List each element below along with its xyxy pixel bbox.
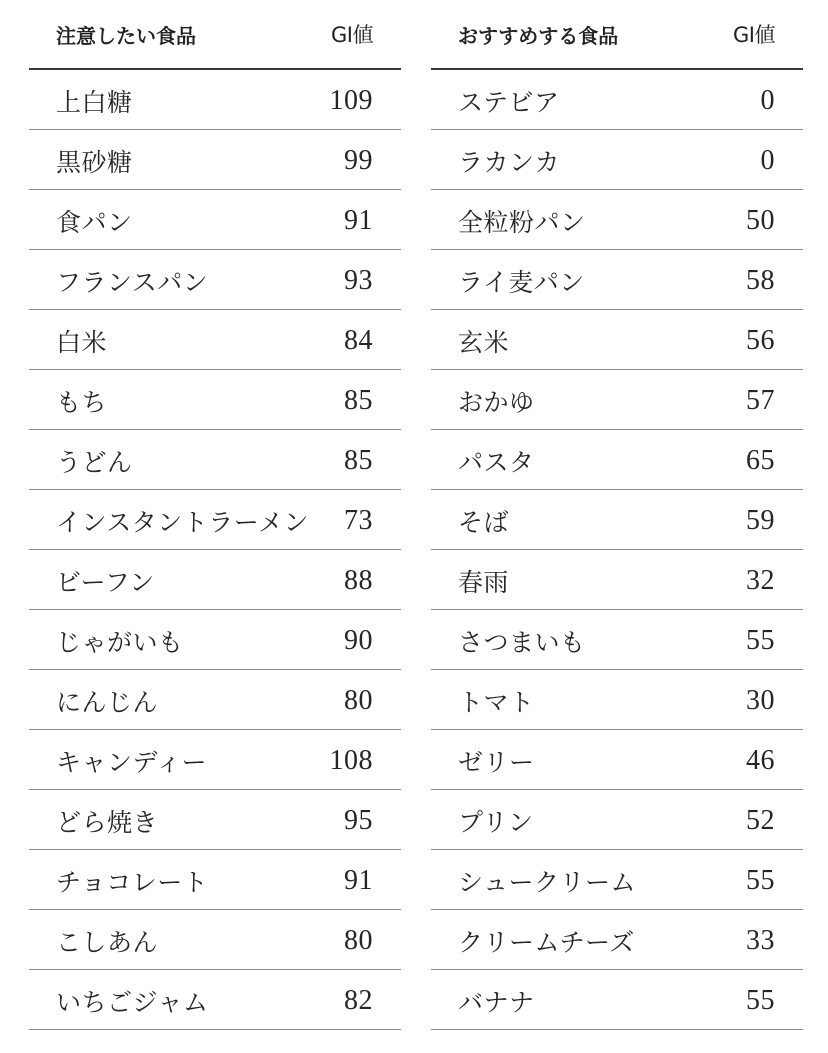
gi-value: 85 — [344, 444, 373, 476]
food-name: こしあん — [56, 927, 159, 957]
gi-value: 55 — [746, 864, 775, 896]
table-row — [29, 670, 401, 730]
food-name: クリームチーズ — [458, 927, 635, 957]
table-row — [431, 670, 803, 730]
food-name: 白米 — [56, 327, 108, 357]
table-row — [431, 550, 803, 610]
gi-value: 109 — [329, 84, 373, 116]
food-name: 春雨 — [458, 567, 510, 597]
food-name: どら焼き — [56, 807, 159, 837]
gi-value: 33 — [746, 924, 775, 956]
column-header-food: 注意したい食品 — [56, 23, 196, 48]
recommended-foods-table — [431, 0, 803, 1030]
food-name: フランスパン — [56, 267, 209, 297]
gi-value: 91 — [344, 864, 373, 896]
gi-value: 58 — [746, 264, 775, 296]
gi-value: 91 — [344, 204, 373, 236]
table-row — [29, 70, 401, 130]
table-row — [29, 190, 401, 250]
food-name: うどん — [56, 447, 133, 477]
gi-value: 88 — [344, 564, 373, 596]
gi-value: 93 — [344, 264, 373, 296]
gi-value: 30 — [746, 684, 775, 716]
gi-value: 56 — [746, 324, 775, 356]
table-row — [431, 310, 803, 370]
table-header — [29, 0, 401, 70]
table-row — [29, 430, 401, 490]
gi-value: 52 — [746, 804, 775, 836]
gi-value: 73 — [344, 504, 373, 536]
gi-value: 95 — [344, 804, 373, 836]
table-row — [431, 730, 803, 790]
gi-value: 57 — [746, 384, 775, 416]
table-row — [29, 250, 401, 310]
gi-value: 82 — [344, 984, 373, 1016]
food-name: 玄米 — [458, 327, 510, 357]
table-row — [29, 550, 401, 610]
gi-value: 90 — [344, 624, 373, 656]
table-body — [29, 70, 401, 1030]
food-name: ゼリー — [458, 747, 535, 777]
food-name: シュークリーム — [458, 867, 637, 897]
food-name: ラカンカ — [458, 147, 561, 177]
food-name: いちごジャム — [56, 987, 209, 1017]
food-name: にんじん — [56, 687, 159, 717]
food-name: ステビア — [458, 87, 560, 117]
table-row — [29, 850, 401, 910]
food-name: 上白糖 — [56, 87, 133, 117]
food-name: チョコレート — [56, 867, 209, 897]
table-row — [431, 250, 803, 310]
food-name: 黒砂糖 — [56, 147, 133, 177]
food-name: そば — [458, 507, 510, 537]
table-row — [431, 790, 803, 850]
food-name: おかゆ — [458, 387, 535, 417]
gi-value: 59 — [746, 504, 775, 536]
table-row — [29, 370, 401, 430]
gi-value: 84 — [344, 324, 373, 356]
food-name: ビーフン — [56, 567, 155, 597]
table-row — [431, 910, 803, 970]
column-header-gi: GI値 — [733, 23, 775, 47]
table-row — [29, 910, 401, 970]
food-name: トマト — [458, 687, 535, 717]
gi-value: 80 — [344, 924, 373, 956]
table-row — [431, 850, 803, 910]
table-row — [431, 610, 803, 670]
table-row — [29, 730, 401, 790]
table-row — [431, 970, 803, 1030]
gi-value: 80 — [344, 684, 373, 716]
food-name: じゃがいも — [56, 627, 184, 657]
table-row — [431, 490, 803, 550]
column-header-food: おすすめする食品 — [458, 23, 619, 48]
table-row — [29, 970, 401, 1030]
table-row — [431, 370, 803, 430]
gi-value: 85 — [344, 384, 373, 416]
table-row — [431, 430, 803, 490]
food-name: ライ麦パン — [458, 267, 585, 297]
table-row — [29, 130, 401, 190]
gi-value: 55 — [746, 624, 775, 656]
food-name: さつまいも — [458, 627, 586, 657]
table-row — [29, 610, 401, 670]
food-name: パスタ — [458, 447, 535, 477]
food-name: プリン — [458, 807, 534, 837]
table-row — [29, 310, 401, 370]
table-row — [29, 490, 401, 550]
food-name: 全粒粉パン — [458, 207, 586, 237]
table-row — [431, 130, 803, 190]
gi-value: 65 — [746, 444, 775, 476]
food-name: もち — [56, 387, 108, 417]
table-body — [431, 70, 803, 1030]
table-row — [431, 70, 803, 130]
food-name: インスタントラーメン — [56, 507, 310, 537]
gi-value: 50 — [746, 204, 775, 236]
gi-value: 46 — [746, 744, 775, 776]
gi-value: 0 — [760, 84, 775, 116]
table-row — [29, 790, 401, 850]
gi-value: 32 — [746, 564, 775, 596]
food-name: バナナ — [458, 987, 535, 1017]
table-header — [431, 0, 803, 70]
column-header-gi: GI値 — [331, 23, 373, 47]
caution-foods-table — [29, 0, 401, 1030]
gi-value: 108 — [329, 744, 373, 776]
food-name: 食パン — [56, 207, 133, 237]
table-row — [431, 190, 803, 250]
gi-value: 0 — [760, 144, 775, 176]
gi-value: 99 — [344, 144, 373, 176]
gi-value: 55 — [746, 984, 775, 1016]
food-name: キャンディー — [56, 747, 208, 777]
